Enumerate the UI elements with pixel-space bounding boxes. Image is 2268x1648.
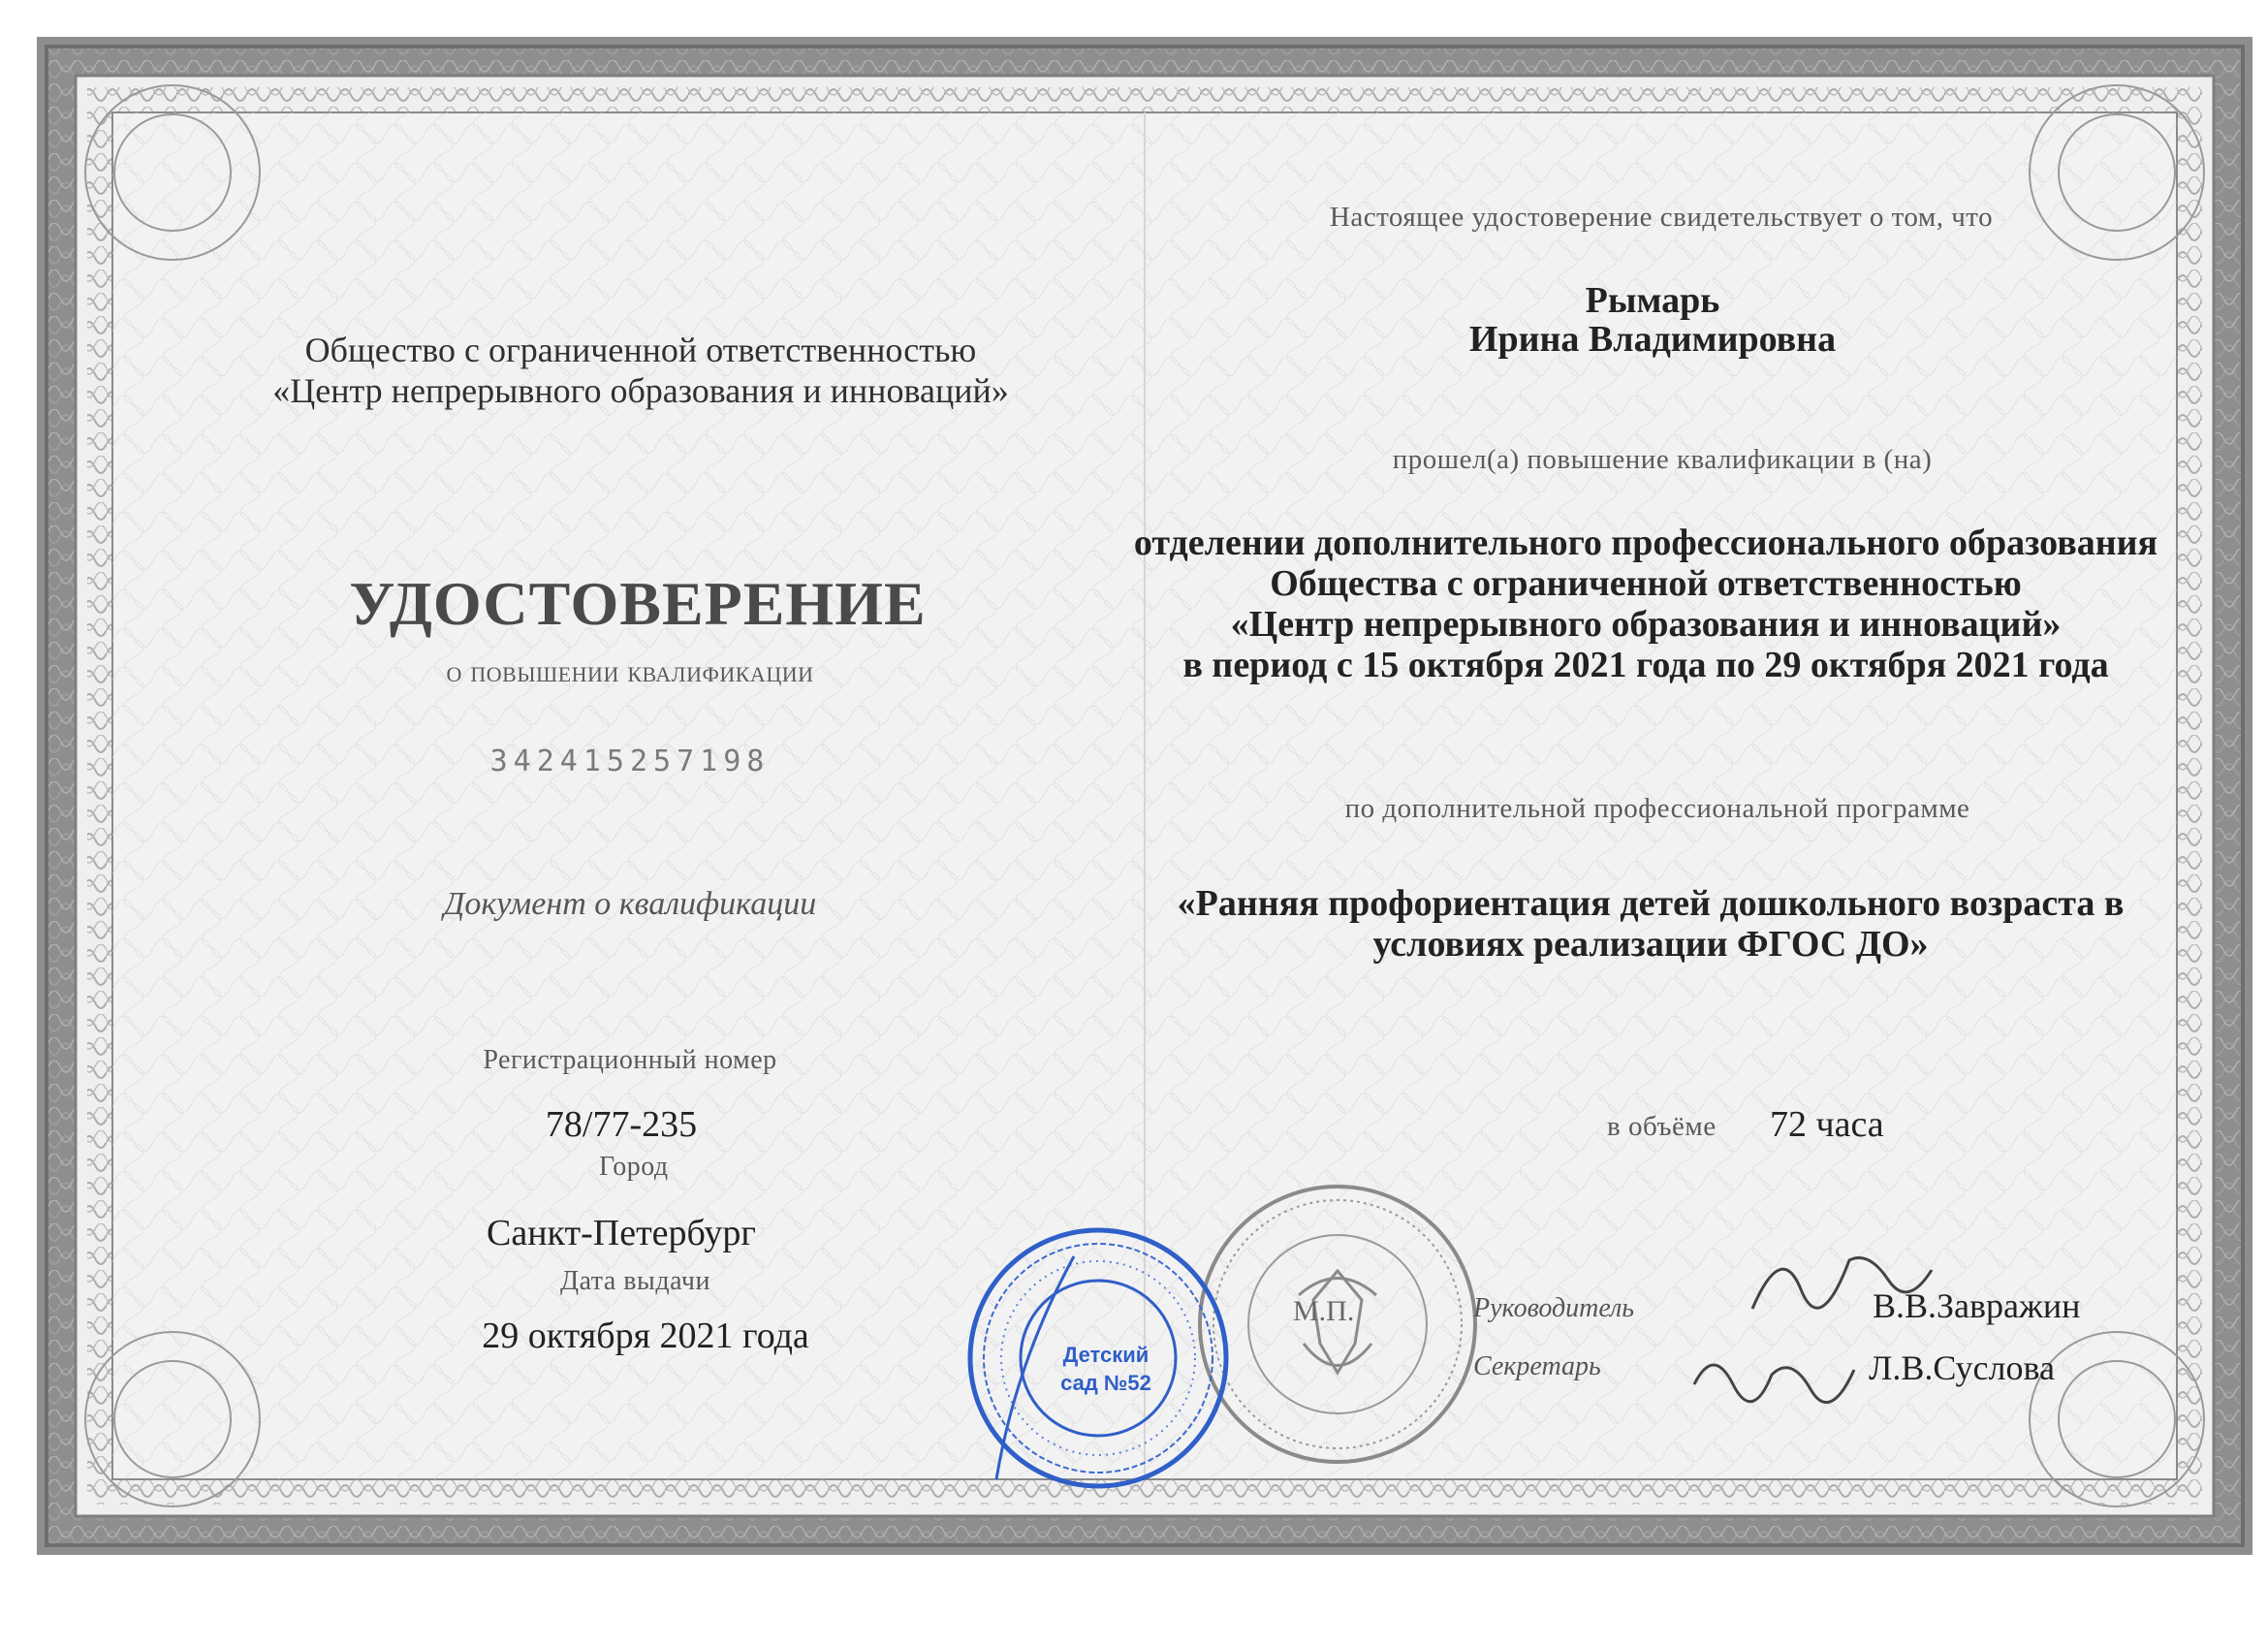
certificate-sheet [37,37,2252,1555]
serial-number: 342415257198 [489,745,771,778]
stamp-center-line-2: сад №52 [1060,1371,1151,1395]
department-line-1: отделении дополнительного профессионального образования [1133,523,2158,563]
organization-line-2: «Центр непрерывного образования и инноваций» [272,371,1009,410]
department-line-2: Общества с ограниченной ответственностью [1270,563,2022,604]
document-title: УДОСТОВЕРЕНИЕ [349,569,927,638]
head-name: В.В.Завражин [1873,1286,2081,1325]
issue-date: 29 октября 2021 года [482,1315,809,1356]
holder-name: Ирина Владимировна [1468,319,1837,360]
program-label: по дополнительной профессиональной программе [1344,793,1970,824]
secretary-label: Секретарь [1473,1351,1601,1381]
secretary-name: Л.В.Суслова [1869,1348,2055,1387]
passed-text: прошел(а) повышение квалификации в (на) [1392,444,1933,475]
department-line-3: «Центр непрерывного образования и инноваций» [1230,604,2062,645]
reg-number: 78/77-235 [545,1104,698,1145]
training-period: в период с 15 октября 2021 года по 29 октября 2021 года [1182,645,2109,685]
volume-hours: 72 часа [1770,1104,1884,1145]
reg-number-label: Регистрационный номер [483,1045,777,1075]
seal-place-label: М.П. [1293,1295,1355,1327]
city-label: Город [599,1152,669,1182]
holder-surname: Рымарь [1585,280,1720,321]
issue-date-label: Дата выдачи [560,1266,710,1296]
city: Санкт-Петербург [486,1213,757,1253]
document-type: Документ о квалификации [443,886,817,922]
document-subtitle: о повышении квалификации [446,653,814,688]
program-line-2: условиях реализации ФГОС ДО» [1372,924,1929,965]
head-label: Руководитель [1473,1293,1635,1323]
volume-label: в объёме [1607,1111,1717,1142]
secretary-signature [1685,1336,1859,1413]
program-line-1: «Ранняя профориентация детей дошкольного возраста в [1177,883,2125,924]
organization-line-1: Общество с ограниченной ответственностью [304,331,977,369]
stamp-center-line-1: Детский [1062,1343,1150,1367]
certifies-text: Настоящее удостоверение свидетельствует о том, что [1329,202,1994,233]
